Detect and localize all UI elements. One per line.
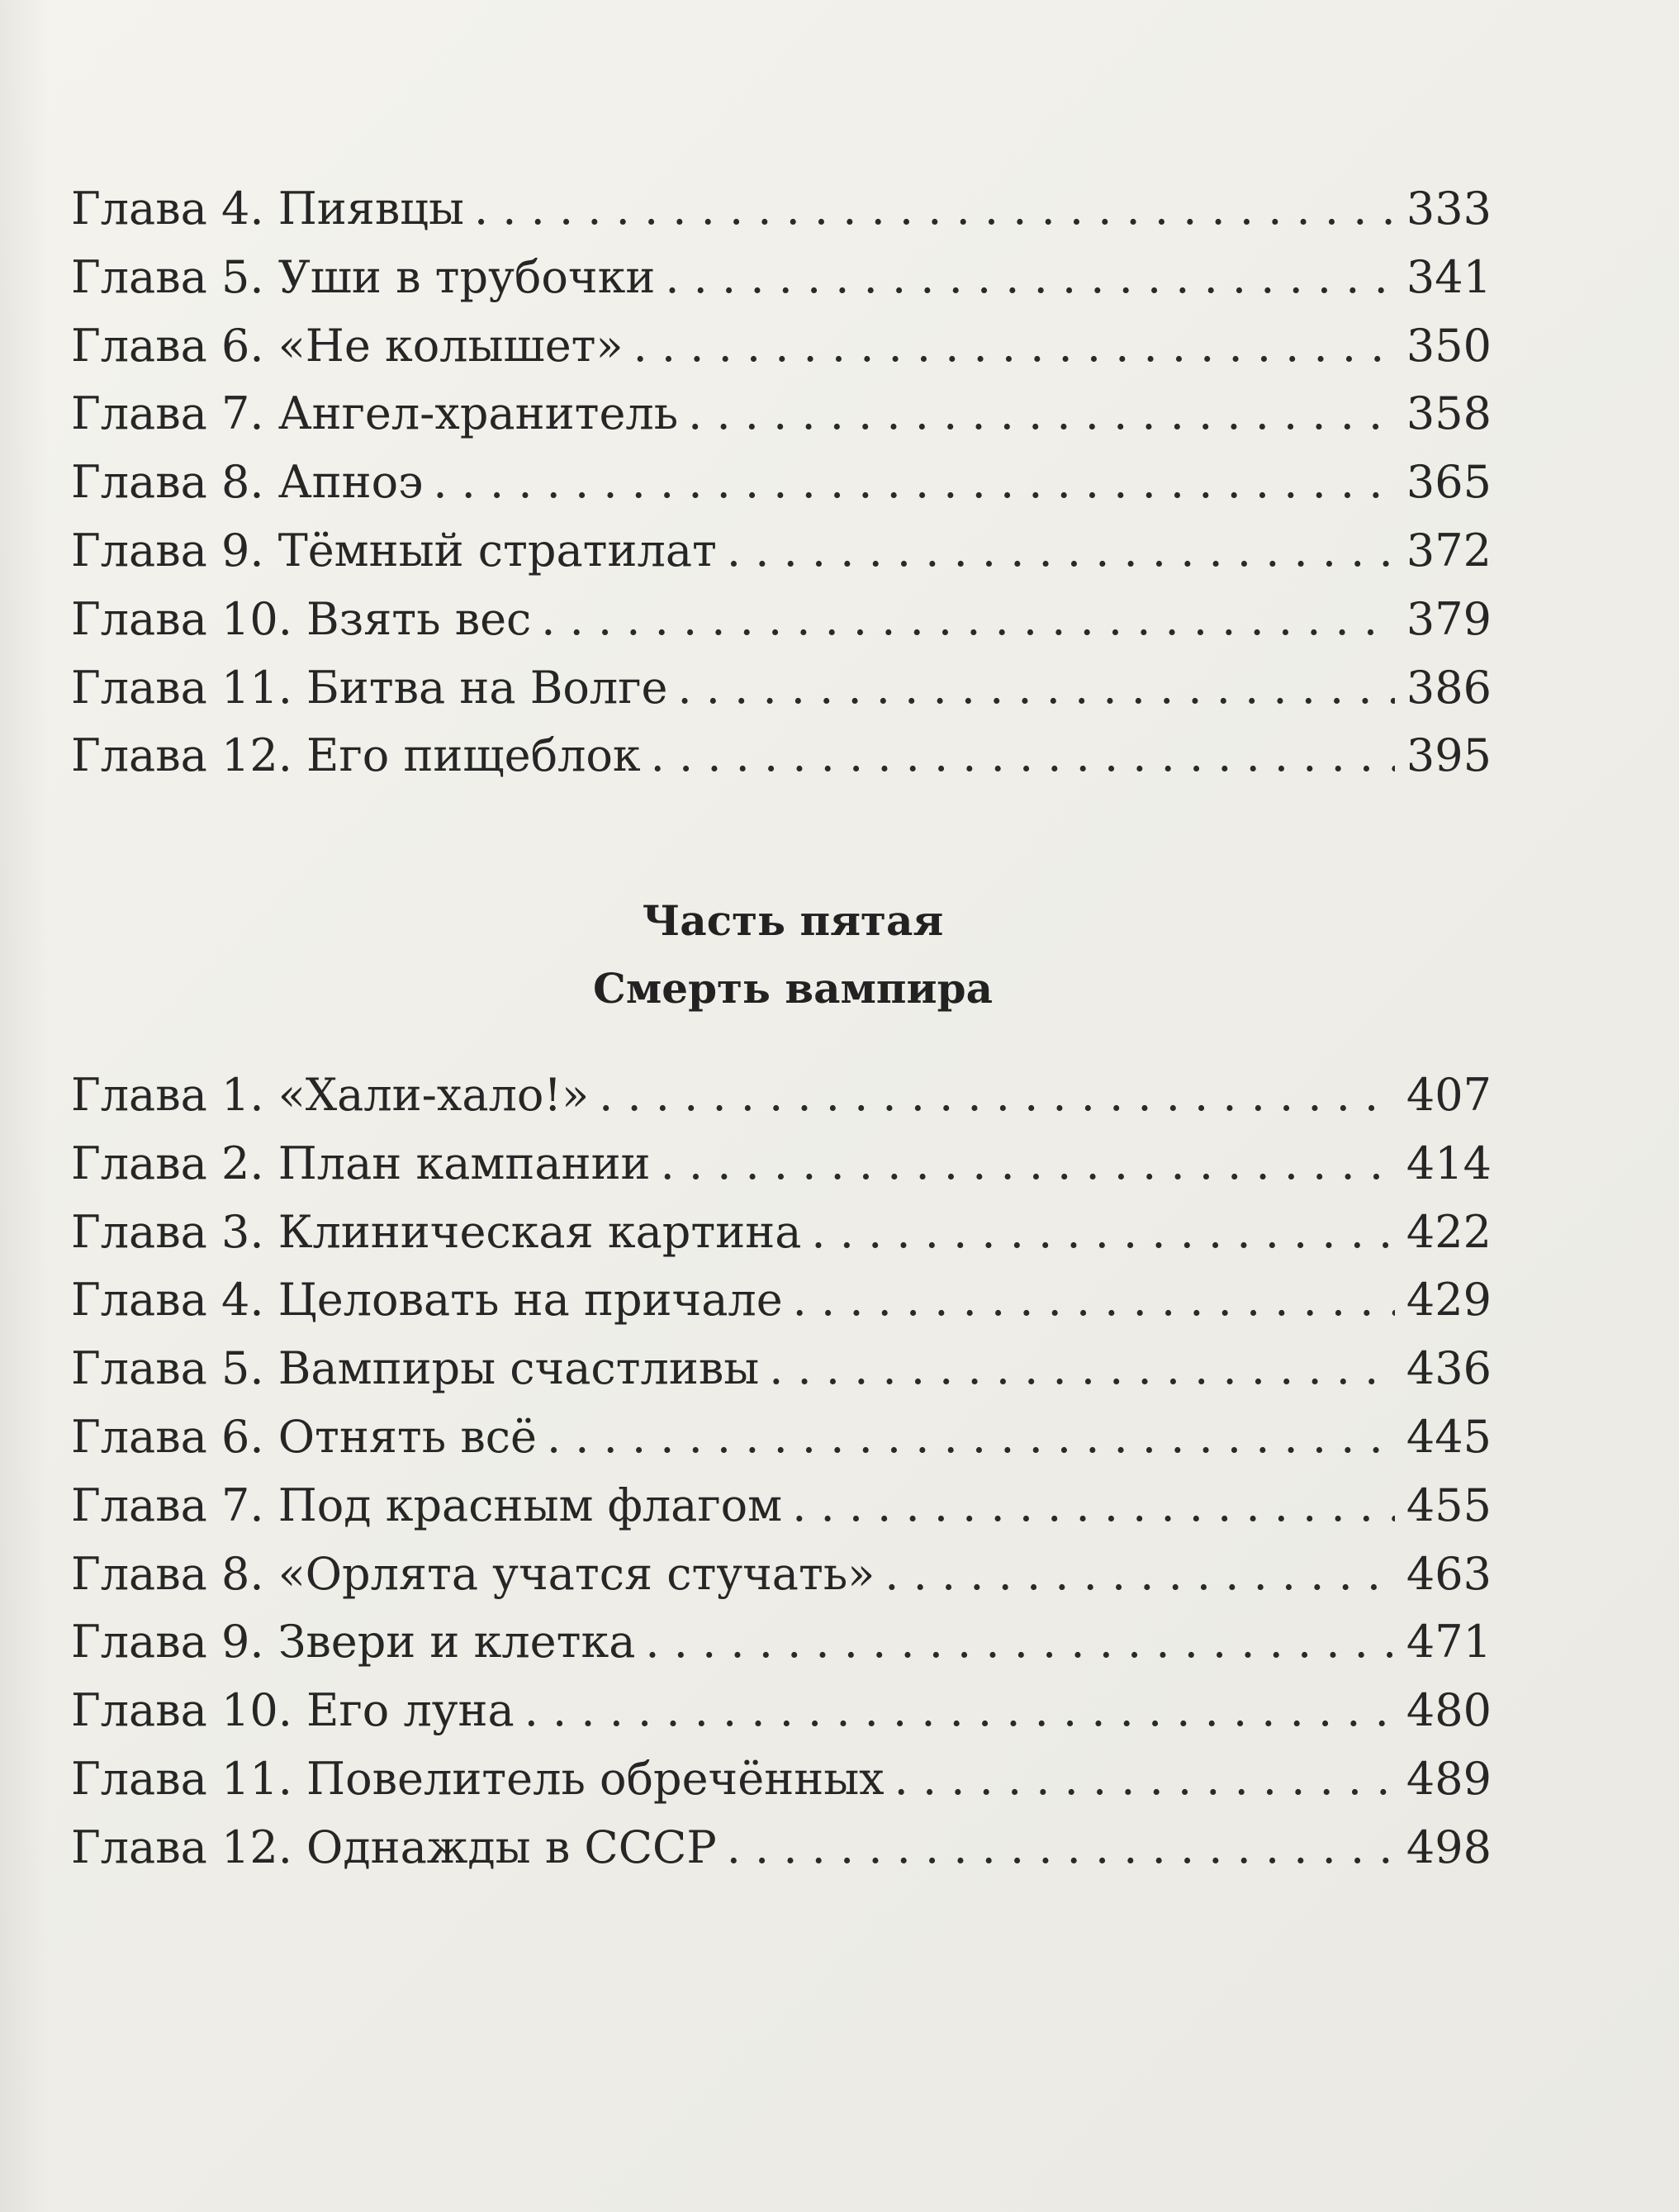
toc-entry-title: Глава 12. Однажды в СССР [71,1820,717,1873]
toc-entry-title: Глава 6. Отнять всё [71,1410,537,1463]
toc-section-part-five [71,1061,1492,1882]
toc-entry-page: 372 [1406,524,1492,577]
toc-entry-title: Глава 4. Целовать на причале [71,1274,783,1327]
toc-entry-title: Глава 8. «Орлята учатся стучать» [71,1547,875,1600]
toc-entry [71,1403,1492,1472]
toc-entry-page: 436 [1406,1342,1492,1395]
toc-entry [71,1677,1492,1745]
toc-entry-page: 379 [1406,592,1492,645]
page-edge-shadow [0,0,50,2212]
toc-entry [71,1335,1492,1403]
toc-entry [71,380,1492,449]
toc-entry-title: Глава 10. Взять вес [71,592,532,645]
toc-entry [71,586,1492,654]
dot-leader [665,244,1395,312]
dot-leader [547,1403,1395,1472]
part-title-heading: Смерть вампира [593,964,993,1013]
toc-entry [71,517,1492,586]
dot-leader [661,1130,1395,1199]
toc-entry-page: 422 [1406,1205,1492,1258]
dot-leader [727,517,1395,586]
toc-entry-title: Глава 1. «Хали-хало!» [71,1069,590,1121]
toc-entry-title: Глава 5. Уши в трубочки [71,250,656,303]
dot-leader [524,1677,1395,1745]
toc-entry-page: 463 [1406,1547,1492,1600]
toc-entry-title: Глава 10. Его луна [71,1684,515,1737]
toc-entry-page: 489 [1406,1752,1492,1805]
dot-leader [433,449,1395,517]
dot-leader [792,1472,1395,1540]
dot-leader [651,722,1395,790]
dot-leader [633,312,1395,381]
toc-entry [71,449,1492,517]
toc-entry [71,1472,1492,1540]
toc-entry-title: Глава 3. Клиническая картина [71,1205,802,1258]
dot-leader [811,1199,1395,1267]
dot-leader [727,1814,1395,1882]
toc-section-part-four [71,175,1492,790]
toc-entry-page: 414 [1406,1137,1492,1189]
toc-entry-page: 341 [1406,250,1492,303]
toc-entry [71,1814,1492,1882]
toc-entry-title: Глава 7. Под красным флагом [71,1479,783,1531]
dot-leader [793,1266,1395,1335]
dot-leader [688,380,1395,449]
part-number-heading: Часть пятая [642,896,944,945]
dot-leader [894,1745,1395,1814]
toc-entry-page: 350 [1406,319,1492,372]
toc-entry-title: Глава 12. Его пищеблок [71,729,641,782]
dot-leader [885,1540,1395,1609]
toc-entry [71,654,1492,723]
toc-entry [71,722,1492,790]
toc-entry [71,1061,1492,1130]
toc-entry-title: Глава 11. Битва на Волге [71,661,668,714]
toc-entry-page: 386 [1406,661,1492,714]
toc-entry-page: 480 [1406,1684,1492,1737]
toc-entry-title: Глава 2. План кампании [71,1137,651,1189]
toc-entry [71,1745,1492,1814]
toc-entry-page: 365 [1406,456,1492,509]
dot-leader [769,1335,1395,1403]
toc-entry-title: Глава 6. «Не колышет» [71,319,624,372]
toc-entry-page: 445 [1406,1410,1492,1463]
toc-entry-title: Глава 11. Повелитель обречённых [71,1752,885,1805]
toc-entry-page: 429 [1406,1274,1492,1327]
toc-entry-title: Глава 4. Пиявцы [71,183,464,235]
dot-leader [677,654,1394,723]
toc-entry [71,1608,1492,1677]
toc-entry [71,175,1492,244]
toc-entry-title: Глава 8. Апноэ [71,456,424,509]
toc-entry-title: Глава 9. Звери и клетка [71,1616,636,1668]
toc-entry [71,1266,1492,1335]
toc-entry-page: 395 [1406,729,1492,782]
toc-entry-page: 333 [1406,183,1492,235]
toc-entry [71,244,1492,312]
dot-leader [541,586,1395,654]
toc-entry-title: Глава 9. Тёмный стратилат [71,524,717,577]
toc-entry-page: 455 [1406,1479,1492,1531]
toc-entry-title: Глава 7. Ангел-хранитель [71,387,679,440]
dot-leader [645,1608,1395,1677]
toc-entry-page: 358 [1406,387,1492,440]
toc-entry-page: 471 [1406,1616,1492,1668]
toc-entry-page: 407 [1406,1069,1492,1121]
toc-entry [71,1199,1492,1267]
toc-entry [71,312,1492,381]
dot-leader [599,1061,1395,1130]
dot-leader [474,175,1395,244]
toc-entry [71,1130,1492,1199]
toc-entry-title: Глава 5. Вампиры счастливы [71,1342,760,1395]
toc-entry-page: 498 [1406,1820,1492,1873]
toc-entry [71,1540,1492,1609]
